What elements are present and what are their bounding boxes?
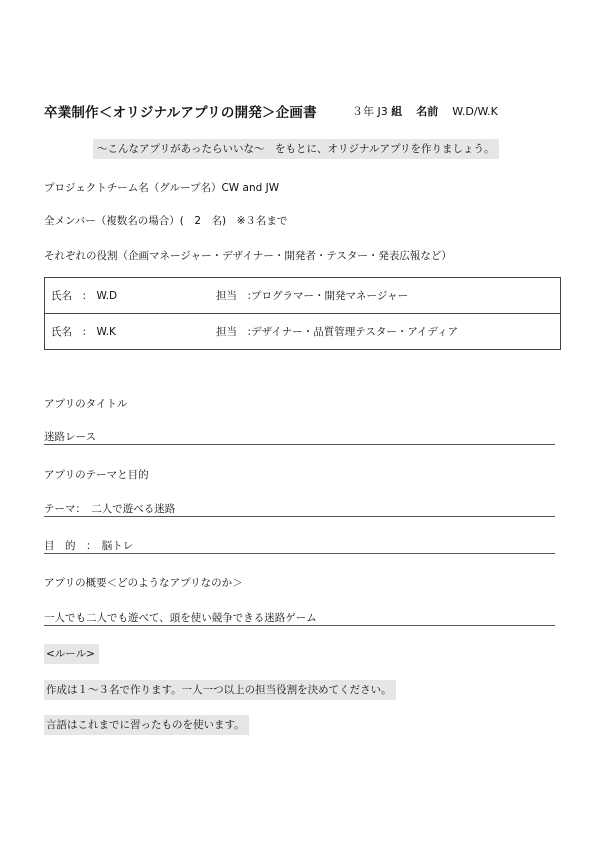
student-meta xyxy=(352,103,498,119)
theme-label: アプリのテーマと目的 xyxy=(44,469,149,481)
team-line xyxy=(44,180,279,195)
document-title: 卒業制作＜オリジナルアプリの開発＞企画書 xyxy=(44,105,317,121)
role-name: 氏名 : W.K xyxy=(51,326,116,338)
roles-heading: それぞれの役割（企画マネージャー・デザイナー・開発者・テスター・発表広報など） xyxy=(44,250,452,262)
team-value: CW and JW xyxy=(221,182,280,194)
app-title-label: アプリのタイトル xyxy=(44,398,128,410)
class-name: J3 xyxy=(377,105,388,118)
class-suffix: 組 xyxy=(391,105,403,118)
roles-table xyxy=(44,277,561,350)
members-line: 全メンバー（複数名の場合）( 2 名) ※３名まで xyxy=(44,215,288,227)
role-row xyxy=(45,313,560,349)
role-row xyxy=(45,278,560,313)
grade: ３年 xyxy=(352,105,374,118)
theme-line: テーマ： 二人で遊べる迷路 xyxy=(44,502,555,517)
overview-value: 一人でも二人でも遊べて、頭を使い競争できる迷路ゲーム xyxy=(44,611,555,626)
overview-label: アプリの概要＜どのようなアプリなのか＞ xyxy=(44,577,243,589)
team-label: プロジェクトチーム名（グループ名） xyxy=(44,182,222,194)
intro-banner: ～こんなアプリがあったらいいな～ をもとに、オリジナルアプリを作りましょう。 xyxy=(93,139,499,159)
purpose-line: 目 的 ： 脳トレ xyxy=(44,539,555,554)
rule-item: 作成は１～３名で作ります。一人一つ以上の担当役割を決めてください。 xyxy=(44,680,396,700)
rule-item: 言語はこれまでに習ったものを使います。 xyxy=(44,715,249,735)
name-value: W.D/W.K xyxy=(452,105,498,118)
role-duty: 担当 :デザイナー・品質管理テスター・アイディア xyxy=(216,326,459,338)
role-duty: 担当 :プログラマー・開発マネージャー xyxy=(216,290,409,302)
name-label: 名前 xyxy=(416,105,439,118)
rules-label: <ルール> xyxy=(44,644,99,664)
role-name: 氏名 : W.D xyxy=(51,290,118,302)
app-title-value: 迷路レース xyxy=(44,430,555,445)
